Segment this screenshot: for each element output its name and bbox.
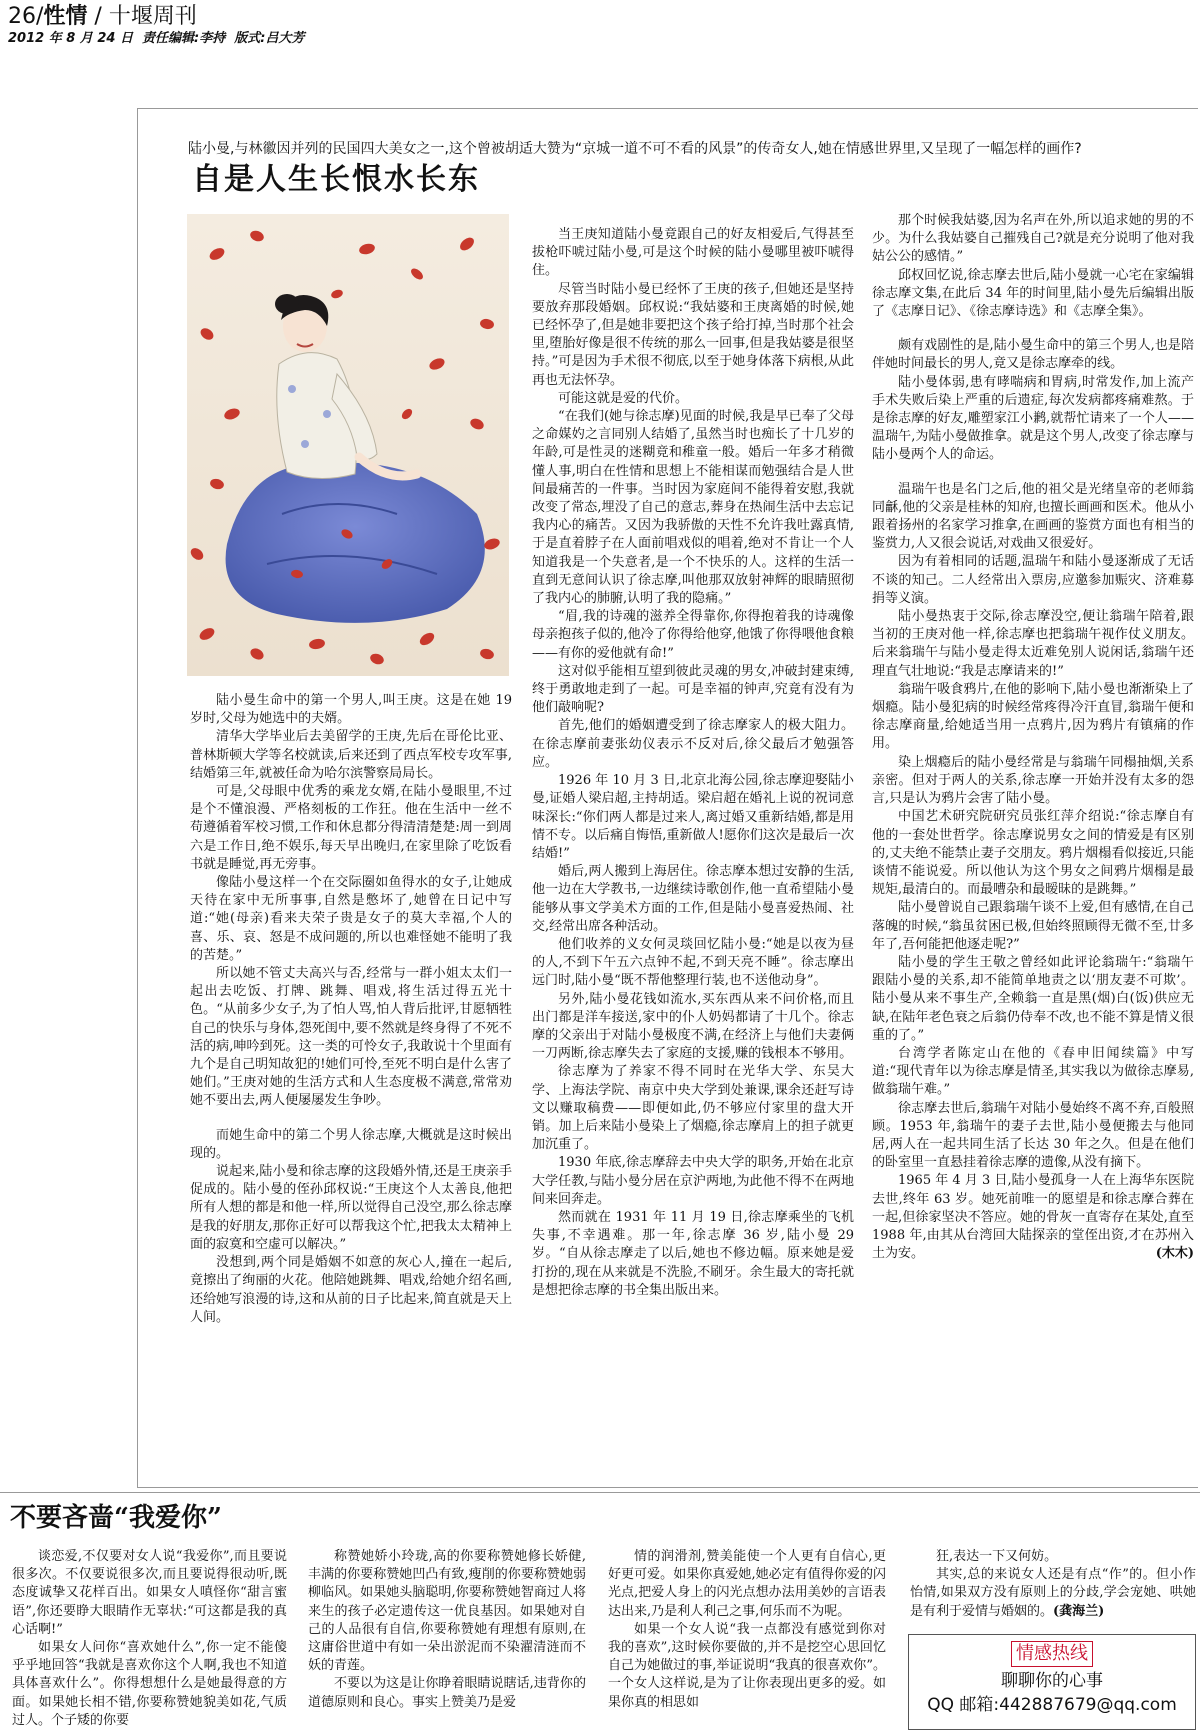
paragraph: 邱权回忆说,徐志摩去世后,陆小曼就一心宅在家编辑徐志摩文集,在此后 34 年的时间里,陆小曼先后编辑出版了《志摩日记》、《徐志摩诗选》和《志摩全集》。: [872, 267, 1194, 320]
paragraph: 翁瑞午吸食鸦片,在他的影响下,陆小曼也渐渐染上了烟瘾。陆小曼犯病的时候经常疼得冷汗直冒,翁瑞午便和徐志摩商量,给她适当用一点鸦片,因为鸦片有镇痛的作用。: [872, 681, 1194, 752]
paper-name: 十堰周刊: [108, 4, 197, 29]
paragraph: 清华大学毕业后去美留学的王庚,先后在哥伦比亚、普林斯顿大学等名校就读,后来还到了西点军校专攻军事,结婚第三年,就被任命为哈尔滨警察局局长。: [190, 729, 512, 781]
header-dateline: [8, 30, 1188, 48]
paragraph: 可是,父母眼中优秀的乘龙女婿,在陆小曼眼里,不过是个不懂浪漫、严格刻板的工作狂。他在生活中一丝不苟遵循着军校习惯,工作和休息都分得清清楚楚:周一到周六是工作日,绝不娱乐,每天早出晚归,在家里除了吃饭看书就是睡觉,再无旁事。: [190, 784, 512, 872]
lady-illustration: [187, 214, 509, 676]
paragraph-text: 1965 年 4 月 3 日,陆小曼孤身一人在上海华东医院去世,终年 63 岁。她死前唯一的愿望是和徐志摩合葬在一起,但徐家坚决不答应。她的骨灰一直寄存在某处,直至 1988 年,由其从台湾回大陆探亲的堂侄出资,才在苏州入土为安。: [872, 1173, 1194, 1262]
paragraph: 没想到,两个同是婚姻不如意的灰心人,撞在一起后,竟擦出了绚丽的火花。他陪她跳舞、唱戏,给她介绍名画,还给她写浪漫的诗,这和从前的日子比起来,简直就是天上人间。: [190, 1255, 512, 1325]
article2-column-1: [12, 1548, 287, 1731]
article1-title: 自是人生长恨水长东: [192, 162, 480, 197]
paragraph: 陆小曼曾说自己跟翁瑞午谈不上爱,但有感情,在自己落魄的时候,“翁虽贫困已极,但始终照顾得无微不至,廿多年了,吾何能把他逐走呢?”: [872, 900, 1194, 952]
layout-credit: 版式:吕大芳: [234, 31, 305, 46]
paragraph: 另外,陆小曼花钱如流水,买东西从来不问价格,而且出门都是洋车接送,家中的仆人奶妈都请了十几个。徐志摩的父亲出于对陆小曼极度不满,在经济上与他们夫妻俩一刀两断,徐志摩失去了家庭的支援,赚的钱根本不够用。: [532, 991, 854, 1062]
paragraph: 所以她不管丈夫高兴与否,经常与一群小姐太太们一起出去吃饭、打牌、跳舞、唱戏,将生活过得五光十色。“从前多少女子,为了怕人骂,怕人背后批评,甘愿牺牲自己的快乐与身体,怨死闺中,要不然就是终身得了不死不活的病,呻吟到死。这一类的可怜女子,我敢说十个里面有九个是自己明知故犯的!她们可怜,至死不明白是什么害了她们。”王庚对她的生活方式和人生态度极不满意,常常劝她不要出去,两人便屡屡发生争吵。: [190, 966, 512, 1109]
header-separator: /: [94, 4, 102, 29]
page-number: 26/: [8, 4, 44, 29]
paragraph: 因为有着相同的话题,温瑞午和陆小曼逐渐成了无话不谈的知己。二人经常出入票房,应邀参加赈灾、济难募捐等义演。: [872, 554, 1194, 606]
paragraph: “在我们(她与徐志摩)见面的时候,我是早已奉了父母之命媒妁之言同别人结婚了,虽然当时也痴长了十几岁的年龄,可是性灵的迷糊竟和稚童一般。婚后一年多才稍微懂人事,明白在性情和思想上不能相谋而勉强结合是人世间最痛苦的一件事。当时因为家庭间不能得着安慰,我就改变了常态,埋没了自己的意志,葬身在热闹生活中去忘记我内心的痛苦。又因为我骄傲的天性不允许我吐露真情,于是直着脖子在人面前唱戏似的唱着,绝对不肯让一个人知道我是一个失意者,是一个不快乐的人。这样的生活一直到无意间认识了徐志摩,叫他那双放射神辉的眼睛照彻了我内心的肺腑,认明了我的隐痛。”: [532, 409, 854, 607]
paragraph: 徐志摩为了养家不得不同时在光华大学、东吴大学、上海法学院、南京中央大学到处兼课,课余还赶写诗文以赚取稿费——即便如此,仍不够应付家里的盘大开销。加上后来陆小曼染上了烟瘾,徐志摩肩上的担子就更加沉重了。: [532, 1064, 854, 1153]
paragraph: 染上烟瘾后的陆小曼经常是与翁瑞午同榻抽烟,关系亲密。但对于两人的关系,徐志摩一开始并没有太多的怨言,只是认为鸦片会害了陆小曼。: [872, 754, 1194, 807]
paragraph: 陆小曼的学生王敬之曾经如此评论翁瑞午:“翁瑞午跟陆小曼的关系,却不能简单地责之以‘朋友妻不可欺’。陆小曼从来不事生产,全赖翁一直是黑(烟)白(饭)供应无缺,在陆年老色衰之后翁仍侍奉不改,也不能不算是情义很重的了。”: [872, 954, 1194, 1043]
paragraph: 婚后,两人搬到上海居住。徐志摩本想过安静的生活,他一边在大学教书,一边继续诗歌创作,他一直希望陆小曼能够从事文学美术方面的工作,但是陆小曼喜爱热闹、社交,经常出席各种活动。: [532, 864, 854, 934]
paragraph: 如果女人问你“喜欢她什么”,你一定不能傻乎乎地回答“我就是喜欢你这个人啊,我也不知道具体喜欢什么”。你得想想什么是她最得意的方面。如果她长相不错,你要称赞她貌美如花,气质过人。个子矮的你要: [12, 1640, 287, 1728]
article1-column-2: [532, 226, 854, 1462]
paragraph: 如果一个女人说“我一点都没有感觉到你对我的喜欢”,这时候你要做的,并不是挖空心思回忆自己为她做过的事,举证说明“我真的很喜欢你”。一个女人这样说,是为了让你表现出更多的爱。如果你真的相思如: [608, 1621, 886, 1710]
editor-credit: 责任编辑:李持: [142, 31, 226, 46]
paragraph: 谈恋爱,不仅要对女人说“我爱你”,而且要说很多次。不仅要说很多次,而且要说得很动听,既态度诚挚又花样百出。如果女人嗔怪你“甜言蜜语”,你还要睁大眼睛作无辜状:“可这都是我的真心话啊!”: [12, 1549, 287, 1637]
paragraph: 情的润滑剂,赞美能使一个人更有自信心,更好更可爱。如果你真爱她,她必定有值得你爱的闪光点,把爱人身上的闪光点想办法用美妙的言语表达出来,乃是利人利己之事,何乐而不为呢。: [608, 1549, 886, 1619]
emotion-hotline-box: [908, 1634, 1196, 1730]
article2-title: 不要吝啬“我爱你”: [10, 1503, 222, 1533]
paragraph: 那个时候我姑婆,因为名声在外,所以追求她的男的不少。为什么我姑婆自己摧残自己?就是充分说明了他对我姑公公的感情。”: [872, 213, 1194, 265]
paragraph: 狂,表达一下又何妨。: [936, 1549, 1058, 1564]
paragraph: 这对似乎能相互望到彼此灵魂的男女,冲破封建束缚,终于勇敢地走到了一起。可是幸福的钟声,究竟有没有为他们敲响呢?: [532, 663, 854, 716]
hotline-subtitle: 聊聊你的心事: [1001, 1671, 1103, 1691]
paragraph: 中国艺术研究院研究员张红萍介绍说:“徐志摩自有他的一套处世哲学。徐志摩说男女之间的情爱是有区别的,丈夫绝不能禁止妻子交朋友。鸦片烟榻看似接近,只能谈情不能说爱。所以他认为这个男女之间鸦片烟榻是最规矩,最清白的。而最嘈杂和最暧昧的是跳舞。”: [872, 809, 1194, 898]
paragraph: 温瑞午也是名门之后,他的祖父是光绪皇帝的老师翁同龢,他的父亲是桂林的知府,也擅长画画和医术。他从小跟着扬州的名家学习推拿,在画画的鉴赏方面也有相当的鉴赏力,人又很会说话,对戏曲又很爱好。: [872, 481, 1194, 552]
paragraph: 当王庚知道陆小曼竟跟自己的好友相爱后,气得甚至拔枪吓唬过陆小曼,可是这个时候的陆小曼哪里被吓唬得住。: [532, 227, 854, 279]
paragraph: [910, 1566, 1196, 1621]
paragraph: [872, 1172, 1194, 1263]
paragraph: 而她生命中的第二个男人徐志摩,大概就是这时候出现的。: [190, 1127, 512, 1161]
page-header: [8, 4, 1188, 50]
paragraph: 陆小曼生命中的第一个男人,叫王庚。这是在她 19 岁时,父母为她选中的夫婿。: [190, 693, 512, 727]
article1-column-3: [872, 212, 1194, 1462]
paragraph: 1930 年底,徐志摩辞去中央大学的职务,开始在北京大学任教,与陆小曼分居在京沪两地,为此他不得不在两地间来回奔走。: [532, 1155, 854, 1207]
header-top: [8, 4, 1188, 30]
paragraph: 台湾学者陈定山在他的《春申旧闻续篇》中写道:“现代青年以为徐志摩是情圣,其实我以为做徐志摩易,做翁瑞午难。”: [872, 1045, 1194, 1098]
hotline-title: 情感热线: [1011, 1641, 1093, 1667]
paragraph: 首先,他们的婚姻遭受到了徐志摩家人的极大阻力。在徐志摩前妻张幼仪表示不反对后,徐父最后才勉强答应。: [532, 718, 854, 770]
article1-lead: 陆小曼,与林徽因并列的民国四大美女之一,这个曾被胡适大赞为“京城一道不可不看的风景”的传奇女人,她在情感世界里,又呈现了一幅怎样的画作?: [188, 141, 1082, 157]
paragraph: 像陆小曼这样一个在交际圈如鱼得水的女子,让她成天待在家中无所事事,自然是憋坏了,她曾在日记中写道:“她(母亲)看来夫荣子贵是女子的莫大幸福,个人的喜、乐、哀、怒是不成问题的,所以也难怪她不能明了我的苦楚。”: [190, 875, 512, 963]
paragraph: 陆小曼热衷于交际,徐志摩没空,便让翁瑞午陪着,跟当初的王庚对他一样,徐志摩也把翁瑞午视作仗义朋友。后来翁瑞午与陆小曼走得太近难免别人说闲话,翁瑞午还理直气壮地说:“我是志摩请来的!”: [872, 609, 1194, 679]
article1-column-1: [190, 692, 512, 1452]
article2-column-2: [308, 1548, 586, 1731]
paragraph: 陆小曼体弱,患有哮喘病和胃病,时常发作,加上流产手术失败后染上严重的后遗症,每次发病都疼痛难熬。于是徐志摩的好友,雕塑家江小鹣,就帮忙请来了一个人——温瑞午,为陆小曼做推拿。就是这个男人,改变了徐志摩与陆小曼两个人的命运。: [872, 374, 1194, 463]
paragraph: 说起来,陆小曼和徐志摩的这段婚外情,还是王庚亲手促成的。陆小曼的侄孙邱权说:“王庚这个人太善良,他把所有人想的都是和他一样,所以觉得自己没空,那么徐志摩是我的好朋友,那你正好可以帮我这个忙,把我太太精神上面的寂寞和空虚可以解决。”: [190, 1164, 512, 1252]
section-divider: [0, 1492, 1200, 1493]
paragraph: 称赞她娇小玲珑,高的你要称赞她修长娇健,丰满的你要称赞她凹凸有致,瘦削的你要称赞她弱柳临风。如果她头脑聪明,你要称赞她智商过人将来生的孩子必定遗传这一优良基因。如果她对自己的人品很有自信,你要称赞她有理想有原则,在这庸俗世道中有如一朵出淤泥而不染濯清涟而不妖的青莲。: [308, 1549, 586, 1674]
paragraph: 颇有戏剧性的是,陆小曼生命中的第三个男人,也是陪伴她时间最长的男人,竟又是徐志摩牵的线。: [872, 338, 1194, 372]
paragraph: 他们收养的义女何灵琰回忆陆小曼:“她是以夜为昼的人,不到下午五六点钟不起,不到天亮不睡”。徐志摩出远门时,陆小曼“既不帮他整理行装,也不送他动身”。: [532, 936, 854, 989]
section-name: 性情: [43, 4, 88, 29]
paragraph-text: 其实,总的来说女人还是有点“作”的。但小作怡情,如果双方没有原则上的分歧,学会宠她、哄她是有利于爱情与婚姻的。: [910, 1567, 1196, 1619]
paragraph: 尽管当时陆小曼已经怀了王庚的孩子,但她还是坚持要放弃那段婚姻。邱权说:“我姑婆和王庚离婚的时候,她已经怀孕了,但是她非要把这个孩子给打掉,当时那个社会里,堕胎好像是很不传统的那么一回事,但是我姑婆是很坚持。”可是因为手术很不彻底,以至于她身体落下病根,从此再也无法怀孕。: [532, 281, 854, 388]
issue-date: 2012 年 8 月 24 日: [8, 31, 133, 46]
paragraph: 可能这就是爱的代价。: [558, 390, 689, 406]
article2-column-4: [910, 1548, 1196, 1628]
paragraph: 然而就在 1931 年 11 月 19 日,徐志摩乘坐的飞机失事,不幸遇难。那一年,徐志摩 36 岁,陆小曼 29 岁。“自从徐志摩走了以后,她也不修边幅。原来她是爱打扮的,现在从来就是不洗脸,不刷牙。余生最大的寄托就是想把徐志摩的书全集出版出来。: [532, 1209, 854, 1298]
article1-signature: (木木): [1155, 1246, 1194, 1262]
paragraph: 不要以为这是让你睁着眼睛说瞎话,违背你的道德原则和良心。事实上赞美乃是爱: [308, 1676, 586, 1710]
hotline-contact: QQ 邮箱:442887679@qq.com: [927, 1695, 1177, 1715]
paragraph: 1926 年 10 月 3 日,北京北海公园,徐志摩迎娶陆小曼,证婚人梁启超,主持胡适。梁启超在婚礼上说的祝词意味深长:“你们两人都是过来人,离过婚又重新结婚,都是用情不专。以后痛自悔悟,重新做人!愿你们这次是最后一次结婚!”: [532, 773, 854, 861]
article2-signature: (龚海兰): [1053, 1603, 1105, 1619]
paragraph: 徐志摩去世后,翁瑞午对陆小曼始终不离不弃,百般照顾。1953 年,翁瑞午的妻子去世,陆小曼便搬去与他同居,两人在一起共同生活了长达 30 年之久。但是在他们的卧室里一直悬挂着徐志摩的遗像,从没有摘下。: [872, 1100, 1194, 1171]
article2-column-3: [608, 1548, 886, 1731]
paragraph: “眉,我的诗魂的滋养全得靠你,你得抱着我的诗魂像母亲抱孩子似的,他冷了你得给他穿,他饿了你得喂他食粮——有你的爱他就有命!”: [532, 609, 854, 661]
